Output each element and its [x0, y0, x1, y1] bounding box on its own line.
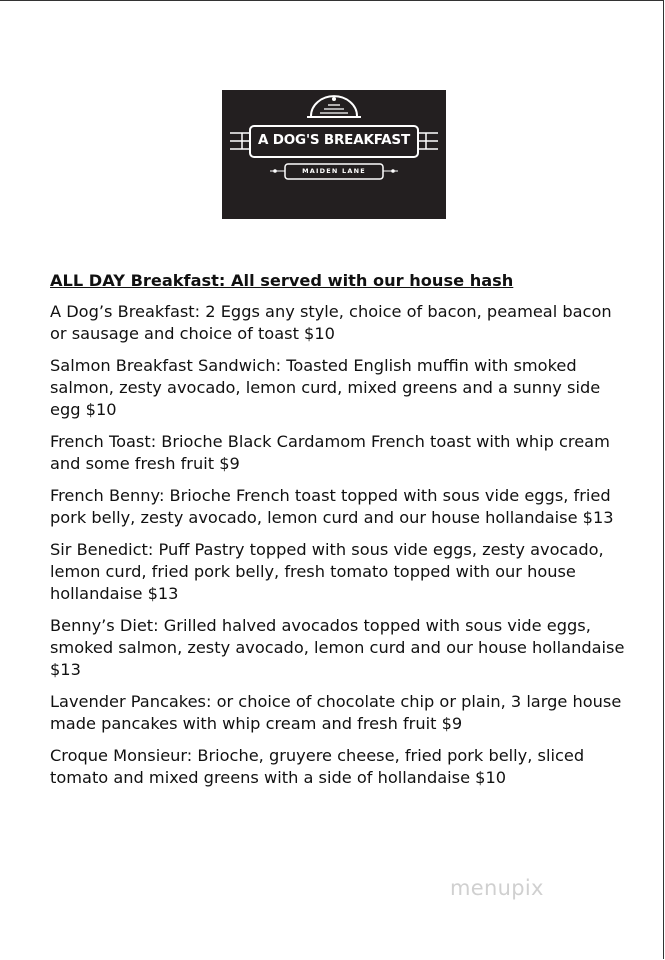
- cloche-icon: [222, 90, 446, 219]
- menu-item-salmon-sandwich: Salmon Breakfast Sandwich: Toasted English muffin with smoked salmon, zesty avocado, lemon curd, mixed greens and a sunny side egg $10: [50, 356, 601, 419]
- logo-subtitle: MAIDEN LANE: [302, 167, 366, 175]
- menu-item-croque-monsieur: Croque Monsieur: Brioche, gruyere cheese, fried pork belly, sliced tomato and mixed greens with a side of hollandaise $10: [50, 746, 585, 787]
- logo-title: A DOG'S BREAKFAST: [258, 132, 410, 148]
- watermark: menupix: [450, 876, 544, 900]
- restaurant-logo: [222, 90, 446, 219]
- menu-item-french-toast: French Toast: Brioche Black Cardamom French toast with whip cream and some fresh fruit $9: [50, 432, 610, 473]
- menu-item-dogs-breakfast: A Dog’s Breakfast: 2 Eggs any style, choice of bacon, peameal bacon or sausage and choice of toast $10: [50, 302, 612, 343]
- breakfast-menu: [50, 270, 630, 799]
- menu-item-sir-benedict: Sir Benedict: Puff Pastry topped with sous vide eggs, zesty avocado, lemon curd, fried pork belly, fresh tomato topped with our house hollandaise $13: [50, 540, 604, 603]
- menu-item-bennys-diet: Benny’s Diet: Grilled halved avocados topped with sous vide eggs, smoked salmon, zesty avocado, lemon curd and our house hollandaise $13: [50, 616, 625, 679]
- menu-item-french-benny: French Benny: Brioche French toast topped with sous vide eggs, fried pork belly, zesty avocado, lemon curd and our house hollandaise $13: [50, 486, 614, 527]
- menu-heading: ALL DAY Breakfast: All served with our house hash: [50, 271, 514, 290]
- menu-item-lavender-pancakes: Lavender Pancakes: or choice of chocolate chip or plain, 3 large house made pancakes with whip cream and fresh fruit $9: [50, 692, 622, 733]
